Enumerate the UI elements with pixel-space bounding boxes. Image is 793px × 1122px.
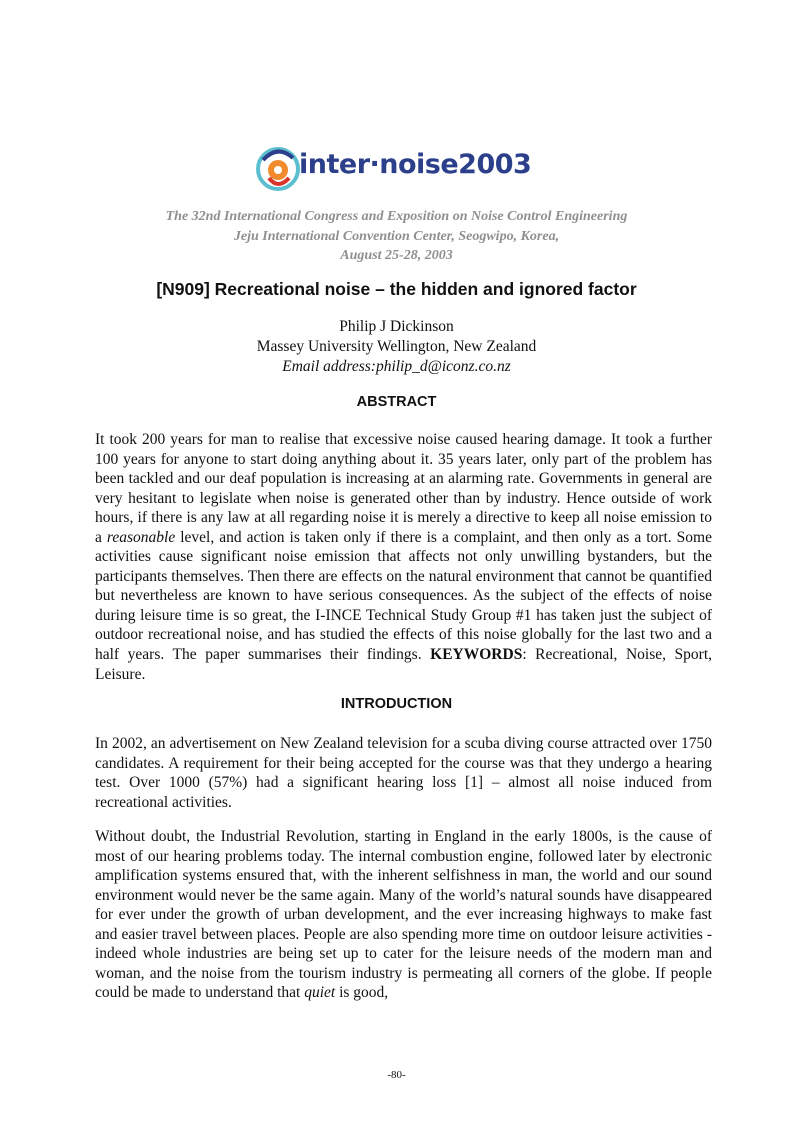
author-affiliation: Massey University Wellington, New Zealand: [256, 338, 537, 355]
conference-line: August 25-28, 2003: [340, 248, 453, 263]
author-email: Email address:philip_d@iconz.co.nz: [282, 358, 511, 375]
introduction-heading: INTRODUCTION: [340, 696, 453, 712]
conference-logo: [255, 140, 545, 198]
paper-title: [N909] Recreational noise – the hidden and ignored factor: [156, 279, 637, 299]
intro-paragraph-2: [95, 827, 712, 1003]
abstract-heading: ABSTRACT: [356, 394, 437, 410]
logo-text: inter·noise2003: [299, 149, 532, 180]
abstract-emphasis: reasonable: [106, 528, 176, 546]
conference-line: Jeju International Convention Center, Seogwipo, Korea,: [233, 228, 560, 244]
intro-text-part: is good,: [335, 984, 389, 1002]
author-name: Philip J Dickinson: [339, 318, 454, 335]
logo-swirl-icon: [255, 140, 301, 198]
author-block: [0, 317, 793, 377]
abstract-text: [95, 430, 712, 684]
conference-info: [0, 207, 793, 266]
page-number: -80-: [387, 1069, 406, 1081]
abstract-text-part: level, and action is taken only if there is a complaint, and then only as a tort. Some activities cause significant noise emission that affects not only unwilling bystanders, but the participants themselves. Then there are effects on the natural environment that cannot be quantified but nevertheless are known to have serious consequences. As the subject of the effects of noise during leisure time is so great, the I-INCE Technical Study Group #1 has taken just the subject of outdoor recreational noise, and has studied the effects of this noise globally for the last two and a half years. The paper summarises their findings.: [95, 528, 712, 664]
abstract-text-part: It took 200 years for man to realise that excessive noise caused hearing damage. It took a further 100 years for anyone to start doing anything about it. 35 years later, only part of the problem has been tackled and our deaf population is increasing at an alarming rate. Governments in general are very hesitant to legislate when noise is generated other than by industry. Hence outside of work hours, if there is any law at all regarding noise it is merely a directive to keep all noise emission to a: [95, 431, 712, 546]
conference-line: The 32nd International Congress and Exposition on Noise Control Engineering: [165, 209, 628, 224]
intro-emphasis: quiet: [304, 984, 336, 1002]
intro-text-part: Without doubt, the Industrial Revolution, starting in England in the early 1800s, is the cause of most of our hearing problems today. The internal combustion engine, followed later by electronic amplification systems ensured that, with the inherent selfishness in man, the world and our sound environment would never be the same again. Many of the world’s natural sounds have disappeared for ever under the growth of urban development, and the ever increasing highways to make fast and easier travel between places. People are also spending more time on outdoor leisure activities - indeed whole industries are being set up to cater for the leisure needs of the modern man and woman, and the noise from the tourism industry is permeating all corners of the globe. If people could be made to understand that: [95, 828, 712, 1002]
keywords-list: : Recreational, Noise, Sport, Leisure.: [95, 646, 713, 683]
keywords-label: KEYWORDS: [430, 646, 523, 664]
intro-paragraph-1: In 2002, an advertisement on New Zealand television for a scuba diving course attracted over 1750 candidates. A requirement for their being accepted for the course was that they undergo a hearing test. Over 1000 (57%) had a significant hearing loss [1] – almost all noise induced from recreational activities.: [95, 735, 712, 811]
